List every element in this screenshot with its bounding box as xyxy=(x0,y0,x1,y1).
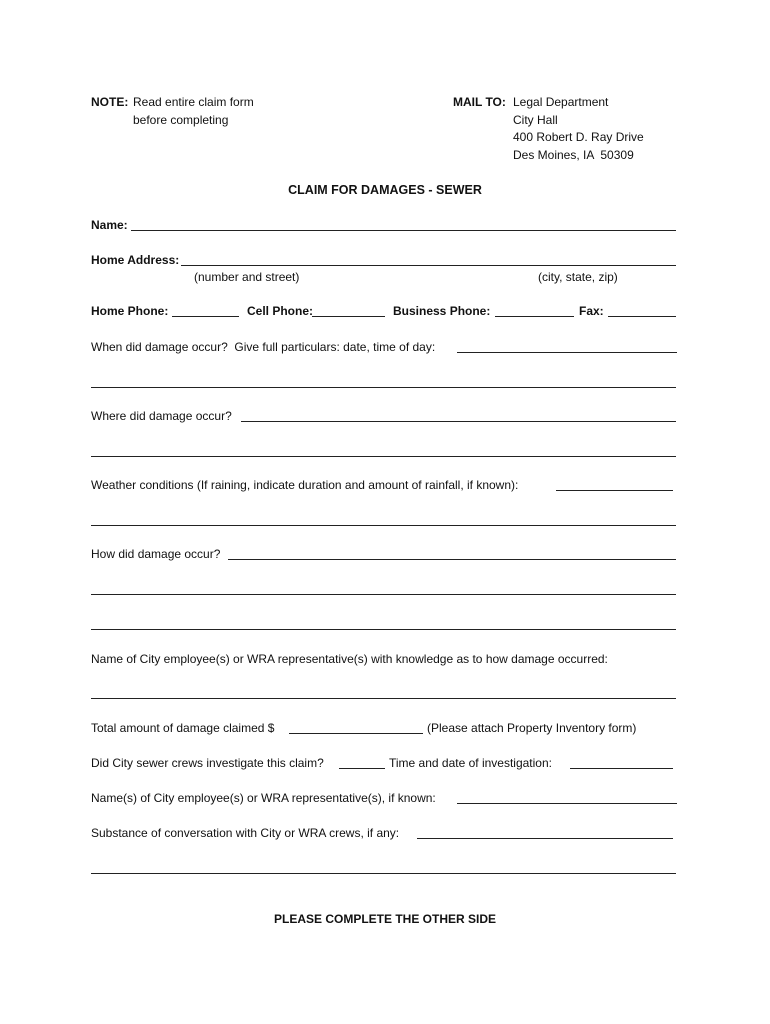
fax-label: Fax: xyxy=(579,304,604,318)
name-field[interactable] xyxy=(131,230,676,231)
how-field-line-2[interactable] xyxy=(91,594,676,595)
cell-phone-label: Cell Phone: xyxy=(247,304,314,318)
address-hint-street: (number and street) xyxy=(194,270,300,284)
total-note: (Please attach Property Inventory form) xyxy=(427,721,637,735)
when-field[interactable] xyxy=(457,352,677,353)
how-label: How did damage occur? xyxy=(91,547,221,561)
business-phone-label: Business Phone: xyxy=(393,304,491,318)
names-known-label: Name(s) of City employee(s) or WRA representative(s), if known: xyxy=(91,791,436,805)
when-field-line-2[interactable] xyxy=(91,387,676,388)
investigate-time-label: Time and date of investigation: xyxy=(389,756,552,770)
when-label: When did damage occur? Give full particulars: date, time of day: xyxy=(91,340,436,354)
employees-field[interactable] xyxy=(91,698,676,699)
footer-note: PLEASE COMPLETE THE OTHER SIDE xyxy=(273,912,497,926)
fax-field[interactable] xyxy=(608,316,676,317)
weather-field-line-2[interactable] xyxy=(91,525,676,526)
substance-field[interactable] xyxy=(417,838,673,839)
employees-label: Name of City employee(s) or WRA representative(s) with knowledge as to how damage occurred: xyxy=(91,652,608,666)
investigate-label: Did City sewer crews investigate this claim? xyxy=(91,756,324,770)
names-known-field[interactable] xyxy=(457,803,677,804)
home-phone-field[interactable] xyxy=(172,316,239,317)
substance-field-line-2[interactable] xyxy=(91,873,676,874)
home-address-field[interactable] xyxy=(181,265,676,266)
form-title: CLAIM FOR DAMAGES - SEWER xyxy=(288,183,482,197)
cell-phone-field[interactable] xyxy=(312,316,385,317)
name-label: Name: xyxy=(91,218,128,232)
where-field[interactable] xyxy=(241,421,676,422)
address-hint-city: (city, state, zip) xyxy=(538,270,618,284)
home-address-label: Home Address: xyxy=(91,253,180,267)
mail-to-line-2: City Hall xyxy=(513,113,558,127)
weather-field[interactable] xyxy=(556,490,673,491)
how-field[interactable] xyxy=(228,559,676,560)
investigate-time-field[interactable] xyxy=(570,768,673,769)
weather-label: Weather conditions (If raining, indicate duration and amount of rainfall, if known): xyxy=(91,478,519,492)
where-field-line-2[interactable] xyxy=(91,456,676,457)
mail-to-line-4: Des Moines, IA 50309 xyxy=(513,148,634,162)
how-field-line-3[interactable] xyxy=(91,629,676,630)
note-line-1: Read entire claim form xyxy=(133,95,254,109)
mail-to-line-1: Legal Department xyxy=(513,95,609,109)
mail-to-label: MAIL TO: xyxy=(453,95,506,109)
where-label: Where did damage occur? xyxy=(91,409,232,423)
home-phone-label: Home Phone: xyxy=(91,304,169,318)
total-amount-field[interactable] xyxy=(289,733,423,734)
substance-label: Substance of conversation with City or WRA crews, if any: xyxy=(91,826,400,840)
mail-to-line-3: 400 Robert D. Ray Drive xyxy=(513,130,644,144)
business-phone-field[interactable] xyxy=(495,316,574,317)
investigate-field[interactable] xyxy=(339,768,385,769)
total-label: Total amount of damage claimed $ xyxy=(91,721,275,735)
note-label: NOTE: xyxy=(91,95,129,109)
note-line-2: before completing xyxy=(133,113,229,127)
